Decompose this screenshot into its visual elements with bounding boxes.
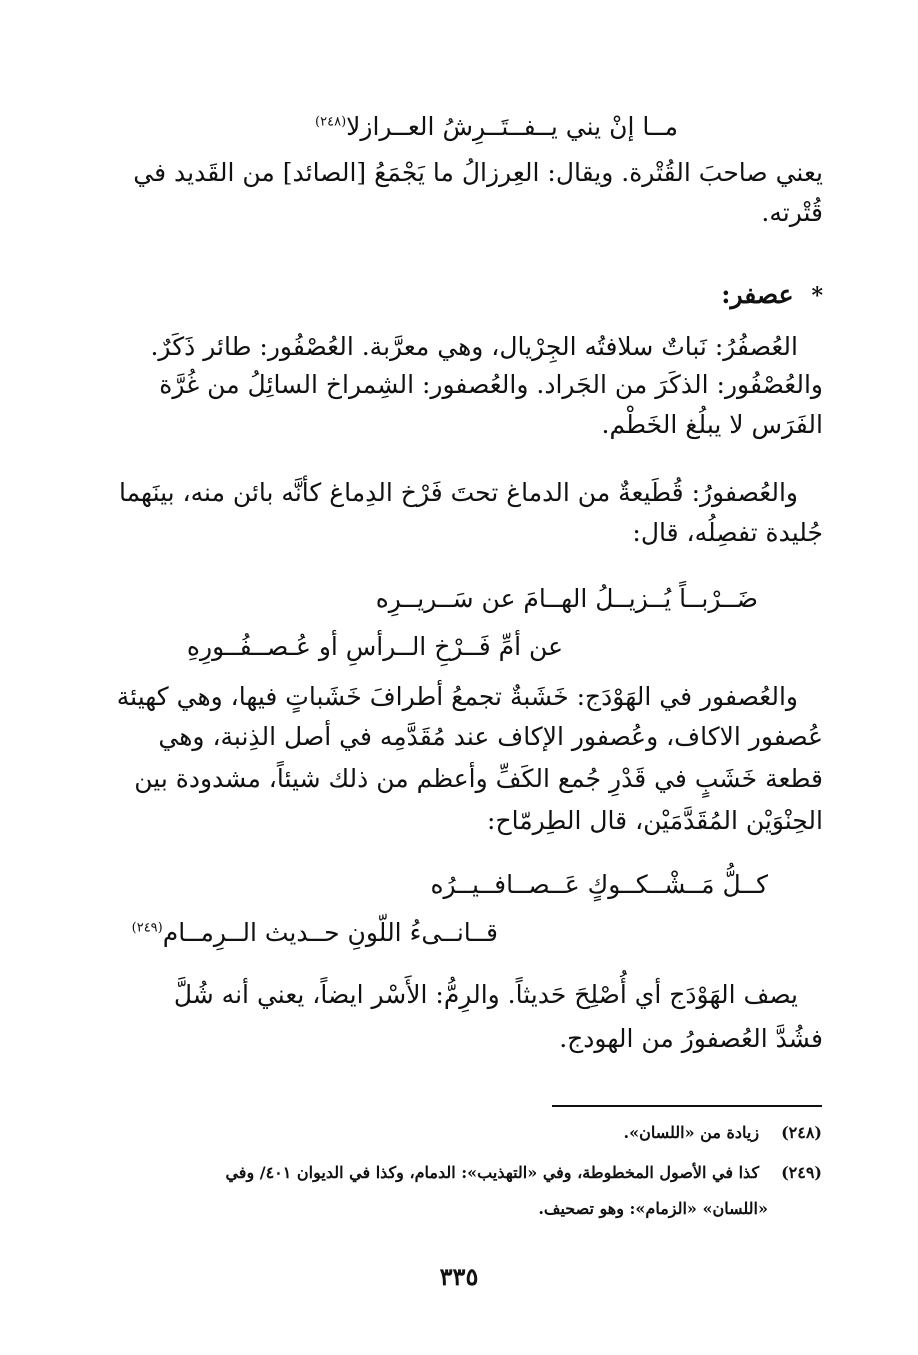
para1-line2: قُتْرته. bbox=[761, 198, 823, 227]
verse3-line1-text: كــلُّ مَــشْــكــوكٍ عَــصــافــيــرُه bbox=[430, 870, 768, 899]
para2-line3: الفَرَس لا يبلُغ الخَطْم. bbox=[601, 410, 823, 439]
para1-line1: يعني صاحبَ القُتْرة. ويقال: العِرزالُ ما يَجْمَعُ [الصائد] من القَديد في bbox=[133, 158, 823, 187]
footnote-248 bbox=[624, 1120, 822, 1146]
verse-top bbox=[315, 110, 678, 144]
para2-line1: العُصفُرُ: نَباتٌ سلافتُه الجِرْيال، وهي معرَّبة. العُصْفُور: طائر ذَكَرٌ. bbox=[150, 332, 798, 361]
verse2-line2 bbox=[187, 630, 563, 664]
verse2-line2-text: عن أمِّ فَــرْخِ الــرأسِ أو عُـصــفُــورِهِ bbox=[186, 632, 563, 661]
footnote-ref-249: (٢٤٩) bbox=[131, 920, 163, 936]
para4-line1: والعُصفور في الهَوْدَج: خَشَبةٌ تجمعُ أطرافَ خَشَباتٍ فيها، وهي كهيئة bbox=[116, 682, 798, 711]
para5-line1: يصف الهَوْدَج أي أُصْلِحَ حَديثاً. والرِمُّ: الأَسْر ايضاً، يعني أنه شُلَّ bbox=[173, 980, 798, 1009]
footnote-text: زيادة من «اللسان». bbox=[623, 1123, 760, 1142]
footnote-number: (٢٤٨) bbox=[781, 1123, 822, 1142]
para5-line2: فشُدَّ العُصفورُ من الهودج. bbox=[559, 1024, 823, 1053]
verse3-line2-text: قــانــىءُ اللّونِ حــديث الــرِمــام bbox=[162, 918, 498, 947]
verse2-line1-text: ضَــرْبــاً يُــزيــلُ الهــامَ عن سَــريــرِه bbox=[375, 584, 758, 613]
para2-line2: والعُصْفُور: الذكَرَ من الجَراد. والعُصفور: الشِمراخ السائِلُ من غُرَّة bbox=[159, 370, 823, 399]
verse-top-text: مــا إنْ يني يــفــتَــرِشُ العــرازلا bbox=[346, 112, 678, 141]
verse3-line2 bbox=[132, 916, 498, 950]
entry-heading-title: عصفر: bbox=[721, 280, 794, 309]
para4-line4: الحِنْوَيْن المُقَدَّمَيْن، قال الطِرمّاح: bbox=[487, 806, 823, 835]
para3-line1: والعُصفورُ: قُطَيعةٌ من الدماغ تحتَ فَرْخ الدِماغ كأنَّه بائن منه، بينَهما bbox=[118, 478, 798, 507]
footnote-249-continuation: «اللسان» «الزمام»: وهو تصحيف. bbox=[538, 1199, 768, 1218]
para4-line2: عُصفور الاكاف، وعُصفور الإكاف عند مُقَدَّمِه في أصل الذِنبة، وهي bbox=[158, 722, 823, 751]
footnote-divider bbox=[552, 1105, 822, 1107]
footnote-number: (٢٤٩) bbox=[781, 1163, 822, 1182]
footnote-text: كذا في الأصول المخطوطة، وفي «التهذيب»: الدمام، وكذا في الديوان ٤٠١/ وفي bbox=[225, 1163, 760, 1182]
para3-line2: جُليدة تفصِلُه، قال: bbox=[632, 518, 823, 547]
para4-line3: قطعة خَشَبٍ في قَدْرِ جُمع الكَفِّ وأعظم من ذلك شيئاً، مشدودة بين bbox=[134, 764, 823, 793]
page-number: ٣٣٥ bbox=[439, 1262, 479, 1291]
star-icon: * bbox=[811, 283, 823, 309]
footnote-249 bbox=[96, 1160, 822, 1186]
footnote-ref-248: (٢٤٨) bbox=[315, 114, 347, 130]
entry-heading bbox=[721, 278, 823, 313]
verse3-line1 bbox=[430, 868, 768, 902]
verse2-line1 bbox=[376, 582, 758, 616]
